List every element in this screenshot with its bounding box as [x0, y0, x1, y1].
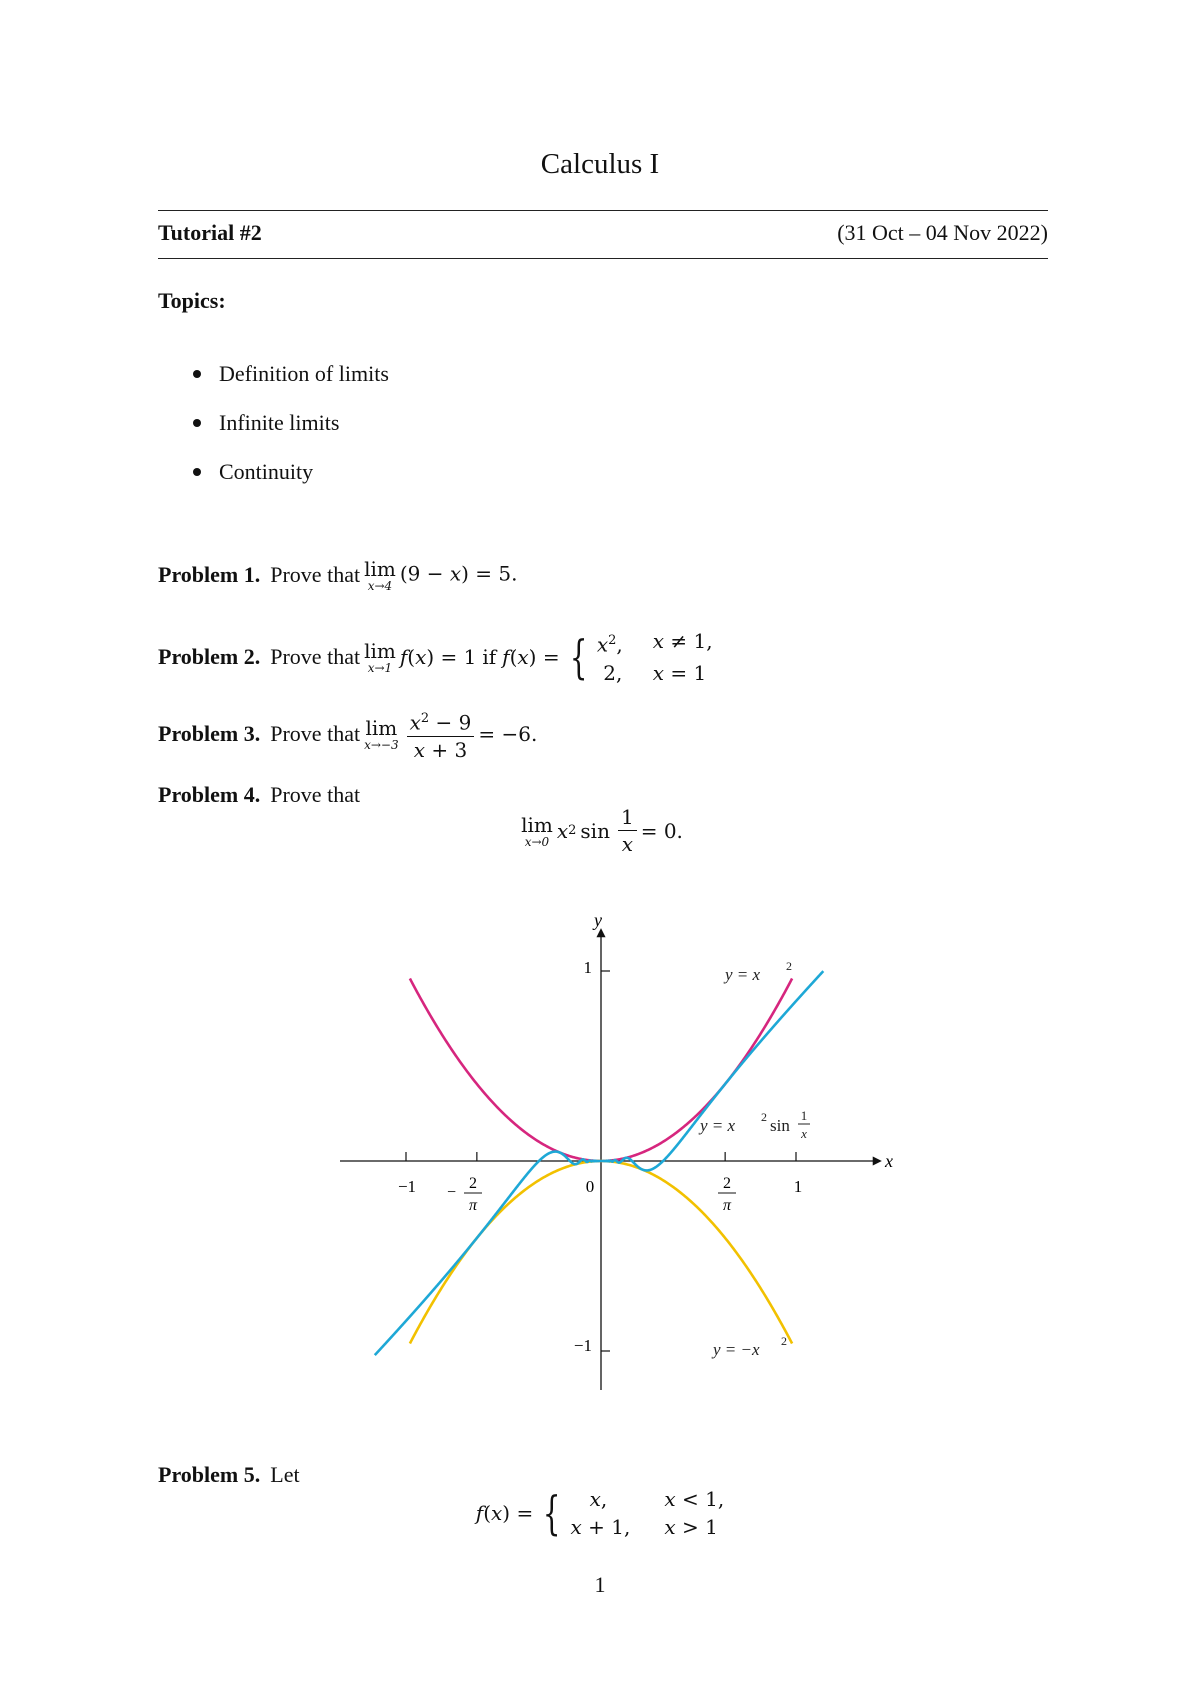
tick-label-x-2-over-pi: [718, 1175, 736, 1214]
tutorial-label: Tutorial #2: [158, 220, 262, 245]
svg-text:y = −x: y = −x: [713, 1340, 760, 1359]
problem-text: Prove that: [270, 721, 361, 747]
tutorial-row: [158, 220, 1048, 246]
x-axis-label: x: [885, 1151, 893, 1171]
svg-text:2: 2: [723, 1175, 731, 1192]
problem-text: Prove that: [270, 643, 361, 669]
svg-text:y = x: y = x: [725, 965, 761, 984]
problem-1-formula: lim x→4 (9 − x) = 5.: [364, 557, 518, 593]
problem-5-formula: f ( x ) = { x, x < 1, x + 1, x > 1: [475, 1486, 725, 1540]
svg-text:2: 2: [781, 1334, 787, 1348]
svg-text:1: 1: [800, 1108, 808, 1123]
label-upper-curve: [723, 959, 792, 984]
tutorial-dates: (31 Oct – 04 Nov 2022): [837, 220, 1048, 245]
problem-4-formula: lim x→0 x 2 sin $\frac{1}{x}$ = 0.: [521, 805, 683, 856]
top-rule: [158, 210, 1048, 211]
problem-label: Problem 2.: [158, 643, 261, 669]
label-lower-curve: [711, 1334, 787, 1359]
tick-label-x-neg-2-over-pi: [447, 1175, 482, 1214]
topics-heading: Topics:: [158, 288, 226, 313]
curve-x-squared-sin: [375, 971, 824, 1355]
problem-text: Prove that: [270, 782, 361, 807]
tick-label-x-pos1: 1: [793, 1177, 803, 1196]
list-item: Continuity: [193, 458, 389, 507]
svg-text:y = x: y = x: [700, 1116, 736, 1135]
bullet-icon: [193, 370, 201, 378]
y-axis-label: y: [594, 912, 602, 930]
problem-text: Prove that: [270, 562, 361, 587]
problem-2-formula: lim x→1 f ( x ) = 1 if f ( x ) = { $x^2$, x ≠ 1, 2, x = 1: [364, 629, 713, 685]
problem-3: [158, 708, 537, 761]
problem-1: [158, 558, 517, 592]
problem-label: Problem 1.: [158, 562, 261, 587]
problem-label: Problem 3.: [158, 721, 261, 747]
bullet-icon: [193, 468, 201, 476]
tick-label-origin: 0: [585, 1177, 595, 1196]
function-plot: [340, 912, 900, 1402]
svg-text:2: 2: [786, 959, 792, 973]
bullet-icon: [193, 419, 201, 427]
problem-3-formula: lim x→−3 $\frac{x^2 - 9}{x + 3}$ = −6.: [360, 708, 537, 761]
svg-text:x: x: [801, 1126, 807, 1141]
svg-text:π: π: [722, 1197, 732, 1214]
page-number: 1: [594, 1572, 606, 1597]
problem-label: Problem 4.: [158, 782, 261, 807]
list-item: Definition of limits: [193, 360, 389, 409]
tick-label-y-neg1: −1: [573, 1336, 592, 1355]
problem-2: [158, 628, 713, 686]
svg-text:−: −: [446, 1184, 456, 1201]
bottom-rule: [158, 258, 1048, 259]
tick-label-y-pos1: 1: [583, 958, 592, 977]
tick-label-x-neg1: −1: [397, 1177, 417, 1196]
topics-list: [193, 360, 389, 507]
label-middle-curve: [698, 1108, 810, 1141]
svg-text:2: 2: [761, 1110, 767, 1124]
problem-label: Problem 5.: [158, 1462, 261, 1487]
list-item: Infinite limits: [193, 409, 389, 458]
problem-text: Let: [270, 1462, 300, 1487]
svg-text:2: 2: [469, 1175, 477, 1192]
problem-5: [158, 1462, 300, 1488]
problem-4: [158, 782, 360, 808]
page-title: Calculus I: [540, 148, 660, 180]
svg-text:sin: sin: [770, 1116, 790, 1135]
svg-text:π: π: [468, 1197, 478, 1214]
